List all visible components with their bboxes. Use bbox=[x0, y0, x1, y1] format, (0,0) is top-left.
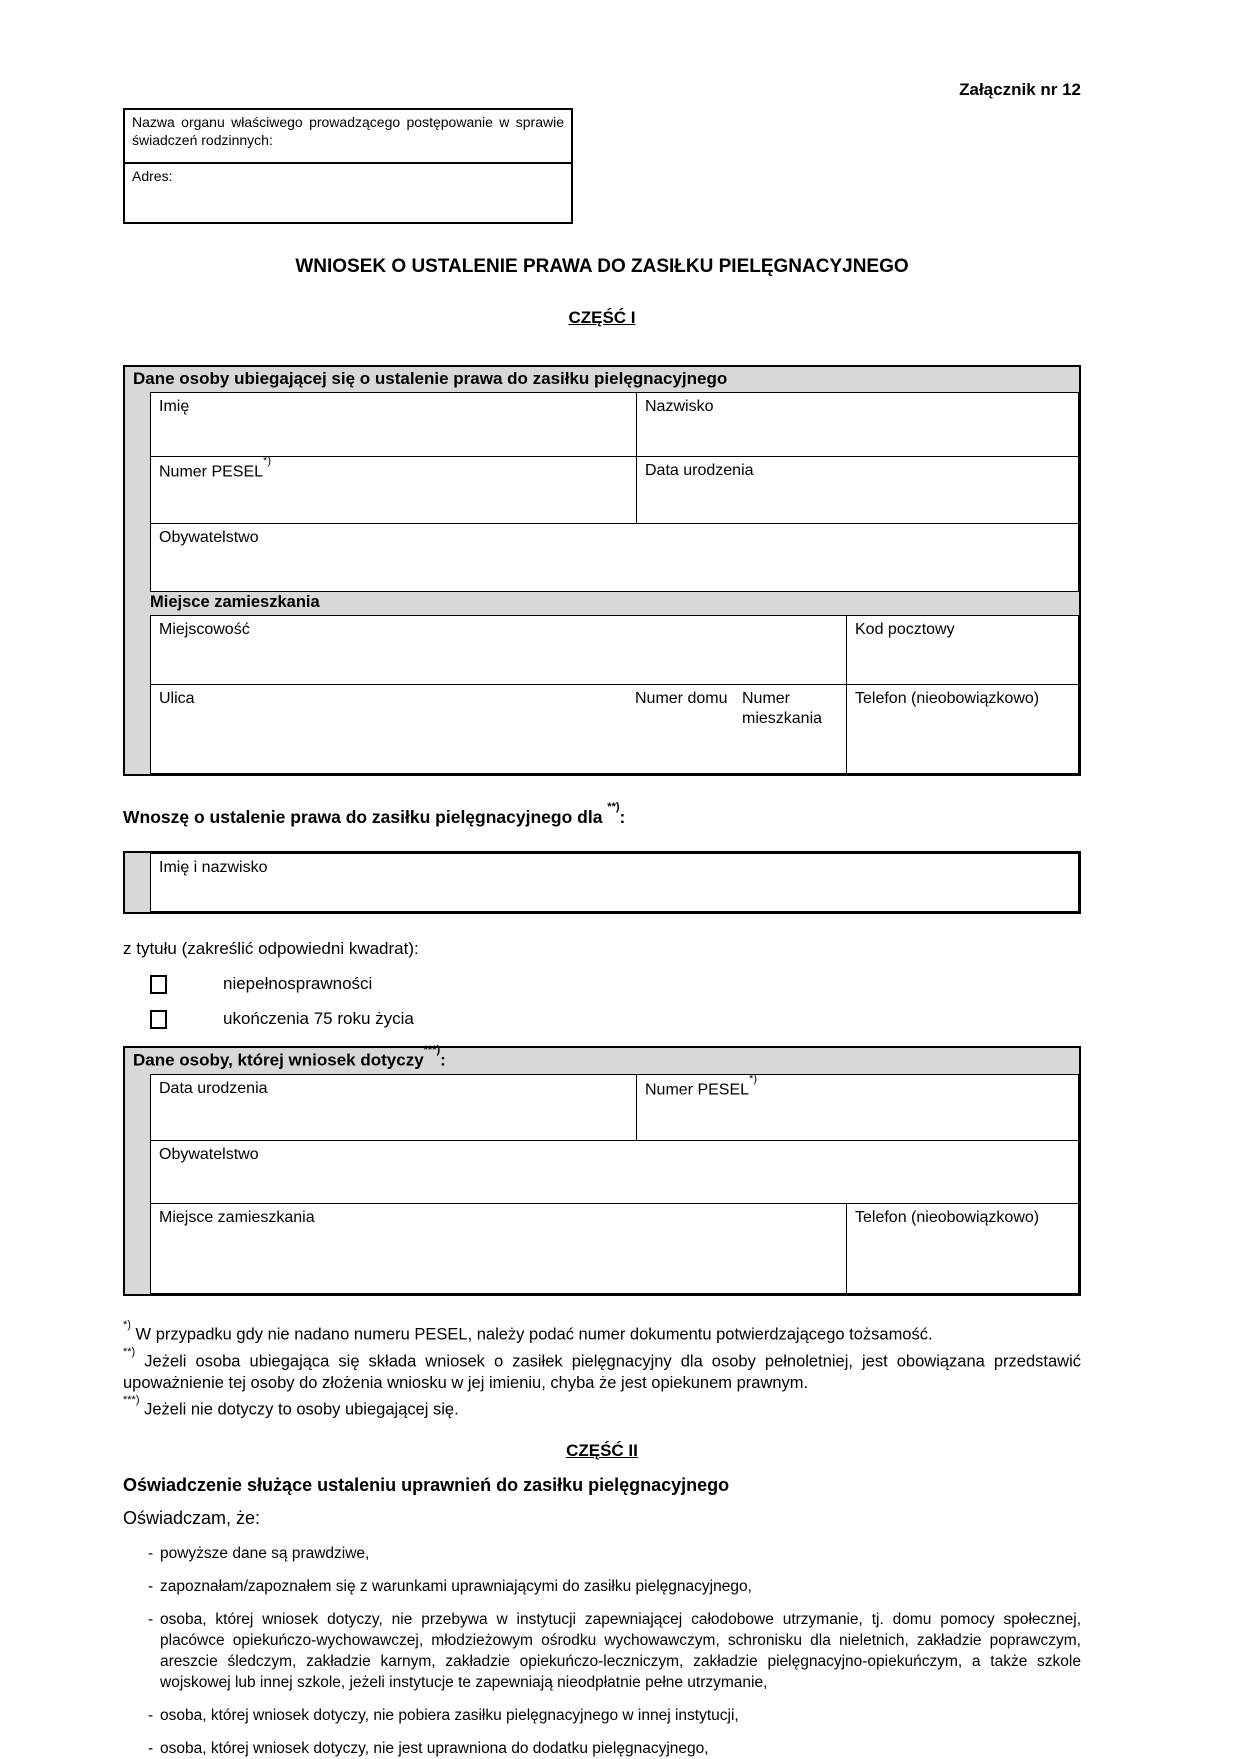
dash-marker: - bbox=[148, 1610, 154, 1628]
field-house-number[interactable]: Numer domu bbox=[635, 690, 728, 708]
option-age75-label: ukończenia 75 roku życia bbox=[223, 1009, 414, 1029]
table-row bbox=[151, 523, 1078, 591]
table-row bbox=[151, 616, 1078, 684]
applicant-table-body bbox=[150, 392, 1079, 592]
applicant-table bbox=[123, 365, 1081, 776]
list-item: - zapoznałam/zapoznałem się z warunkami uprawniającymi do zasiłku pielęgnacyjnego, bbox=[123, 1576, 1081, 1597]
authority-box bbox=[123, 108, 573, 224]
subject-phone-label: Telefon (nieobowiązkowo) bbox=[855, 1209, 1040, 1227]
birth-date-label: Data urodzenia bbox=[645, 462, 754, 480]
city-label: Miejscowość bbox=[159, 621, 250, 639]
field-beneficiary-name[interactable] bbox=[151, 854, 1078, 911]
table-row bbox=[151, 393, 1078, 456]
authority-address-field[interactable] bbox=[125, 164, 571, 222]
field-citizenship[interactable] bbox=[151, 524, 1078, 591]
dash-marker: - bbox=[148, 1739, 154, 1757]
footnote-3: ***) Jeżeli nie dotyczy to osoby ubiegającej się. bbox=[123, 1394, 459, 1419]
table-row bbox=[151, 1140, 1078, 1203]
dash-marker: - bbox=[148, 1544, 154, 1562]
table-row bbox=[151, 684, 1078, 773]
subject-birth-date-label: Data urodzenia bbox=[159, 1080, 268, 1098]
field-birth-date[interactable] bbox=[636, 457, 1078, 523]
option-disability bbox=[123, 974, 1081, 994]
dash-marker: - bbox=[148, 1706, 154, 1724]
list-item: - osoba, której wniosek dotyczy, nie pobiera zasiłku pielęgnacyjnego w innej instytucji, bbox=[123, 1705, 1081, 1726]
dash-marker: - bbox=[148, 1577, 154, 1595]
field-first-name[interactable] bbox=[151, 393, 636, 456]
field-pesel[interactable] bbox=[151, 457, 636, 523]
applicant-table-header: Dane osoby ubiegającej się o ustalenie prawa do zasiłku pielęgnacyjnego bbox=[133, 369, 728, 388]
residence-subheader: Miejsce zamieszkania bbox=[150, 593, 320, 612]
checkbox-disability[interactable] bbox=[150, 975, 167, 994]
subject-footnote-mark: ***) bbox=[423, 1044, 441, 1057]
beneficiary-name-label: Imię i nazwisko bbox=[159, 859, 268, 877]
field-street-group bbox=[151, 685, 846, 773]
table-row bbox=[151, 1075, 1078, 1140]
citizenship-label: Obywatelstwo bbox=[159, 529, 259, 547]
field-street[interactable]: Ulica bbox=[159, 690, 195, 708]
field-subject-birth-date[interactable] bbox=[151, 1075, 636, 1140]
field-subject-phone[interactable] bbox=[846, 1204, 1078, 1293]
subject-residence-label: Miejsce zamieszkania bbox=[159, 1209, 315, 1227]
field-subject-pesel[interactable] bbox=[636, 1075, 1078, 1140]
form-page bbox=[123, 0, 1081, 1759]
reason-label: z tytułu (zakreślić odpowiedni kwadrat): bbox=[123, 939, 419, 959]
footnote-1: *) W przypadku gdy nie nadano numeru PESEL, należy podać numer dokumentu potwierdzającego tożsamość. bbox=[123, 1319, 933, 1344]
subject-table-header: Dane osoby, której wniosek dotyczy***): bbox=[133, 1044, 446, 1070]
table-row bbox=[151, 1203, 1078, 1293]
list-item: - powyższe dane są prawdziwe, bbox=[123, 1543, 1081, 1564]
part2-heading: CZĘŚĆ II bbox=[566, 1440, 638, 1460]
table-row bbox=[151, 854, 1078, 911]
authority-name-label: Nazwa organu właściwego prowadzącego postępowanie w sprawie świadczeń rodzinnych: bbox=[132, 114, 564, 149]
subject-pesel-label: Numer PESEL bbox=[645, 1081, 750, 1099]
checkbox-age75[interactable] bbox=[150, 1010, 167, 1029]
field-postal-code[interactable] bbox=[846, 616, 1078, 684]
subject-table-body bbox=[150, 1074, 1079, 1294]
request-heading: Wnoszę o ustalenie prawa do zasiłku pielęgnacyjnego dla **): bbox=[123, 801, 626, 828]
list-item: - osoba, której wniosek dotyczy, nie jest uprawniona do dodatku pielęgnacyjnego, bbox=[123, 1738, 1081, 1759]
pesel-label: Numer PESEL bbox=[159, 463, 264, 481]
subject-pesel-footnote-mark: *) bbox=[749, 1073, 757, 1086]
pesel-footnote-mark: *) bbox=[263, 455, 271, 468]
list-item: - osoba, której wniosek dotyczy, nie przebywa w instytucji zapewniającej całodobowe utrzymanie, tj. domu pomocy społecznej, placówce opiekuńczo-wychowawczej, młodzieżowym ośrodku wychowawczym, schronisku dla nieletnich, zakładzie poprawczym, areszcie śledczym, zakładzie karnym, zakładzie opiekuńczo-leczniczym, zakładzie pielęgnacyjno-opiekuńczym, a także szkole wojskowej lub innej szkole, jeżeli instytucje te zapewniają nieodpłatnie pełne utrzymanie, bbox=[123, 1609, 1081, 1693]
option-age75 bbox=[123, 1009, 1081, 1029]
last-name-label: Nazwisko bbox=[645, 398, 714, 416]
subject-citizenship-label: Obywatelstwo bbox=[159, 1146, 259, 1164]
request-footnote-mark: **) bbox=[607, 801, 620, 814]
residence-table-body bbox=[150, 615, 1079, 774]
table-row bbox=[151, 456, 1078, 523]
first-name-label: Imię bbox=[159, 398, 190, 416]
authority-name-field[interactable] bbox=[125, 110, 571, 164]
field-last-name[interactable] bbox=[636, 393, 1078, 456]
declaration-lead: Oświadczam, że: bbox=[123, 1507, 261, 1528]
subject-table bbox=[123, 1046, 1081, 1296]
declaration-title: Oświadczenie służące ustaleniu uprawnień do zasiłku pielęgnacyjnego bbox=[123, 1474, 730, 1495]
part1-heading: CZĘŚĆ I bbox=[568, 308, 636, 327]
attachment-label: Załącznik nr 12 bbox=[959, 80, 1081, 99]
footnotes bbox=[123, 1319, 1081, 1421]
phone-label: Telefon (nieobowiązkowo) bbox=[855, 690, 1040, 708]
authority-address-label: Adres: bbox=[132, 168, 173, 184]
field-phone[interactable] bbox=[846, 685, 1078, 773]
field-apartment-number[interactable]: Numer mieszkania bbox=[742, 690, 823, 728]
option-disability-label: niepełnosprawności bbox=[223, 974, 373, 994]
field-city[interactable] bbox=[151, 616, 846, 684]
document-title: WNIOSEK O USTALENIE PRAWA DO ZASIŁKU PIELĘGNACYJNEGO bbox=[295, 256, 909, 277]
field-subject-citizenship[interactable] bbox=[151, 1141, 1078, 1203]
field-subject-residence[interactable] bbox=[151, 1204, 846, 1293]
beneficiary-name-box bbox=[123, 851, 1081, 914]
footnote-2: **) Jeżeli osoba ubiegająca się składa wniosek o zasiłek pielęgnacyjny dla osoby pełnoletniej, jest obowiązana przedstawić upoważnienie tej osoby do złożenia wniosku w jej imieniu, chyba że jest opiekunem prawnym. bbox=[123, 1345, 1081, 1393]
postal-code-label: Kod pocztowy bbox=[855, 621, 955, 639]
declaration-list bbox=[123, 1543, 1081, 1759]
